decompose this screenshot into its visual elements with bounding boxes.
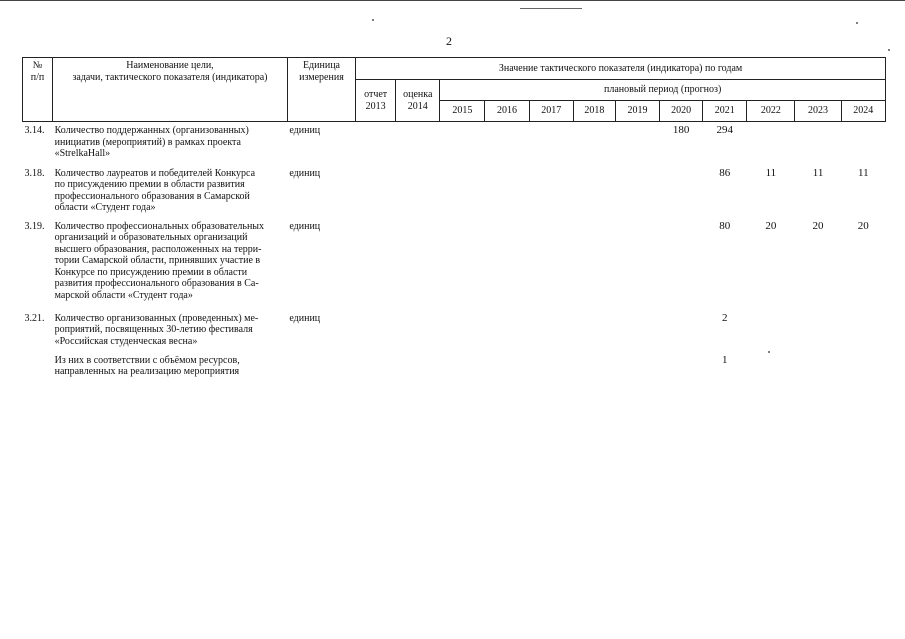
header-unit-text: Единица измерения bbox=[299, 60, 344, 83]
row-value: 20 bbox=[765, 219, 777, 232]
row-number: 3.18. bbox=[24, 167, 45, 179]
row-value bbox=[396, 352, 440, 382]
header-year: 2024 bbox=[841, 101, 885, 122]
row-value bbox=[440, 122, 485, 165]
row-value bbox=[440, 165, 485, 218]
header-year: 2015 bbox=[440, 101, 485, 122]
row-value bbox=[485, 218, 529, 310]
header-report-text: отчет 2013 bbox=[364, 89, 388, 112]
row-value bbox=[795, 352, 841, 382]
row-value bbox=[660, 165, 703, 218]
header-name bbox=[53, 58, 288, 122]
row-value bbox=[485, 165, 529, 218]
row-value bbox=[396, 218, 440, 310]
row-value bbox=[529, 122, 573, 165]
row-value: 11 bbox=[858, 166, 869, 179]
row-value bbox=[841, 122, 885, 165]
table-row bbox=[23, 218, 886, 310]
header-estimate bbox=[396, 80, 440, 122]
row-unit: единиц bbox=[289, 167, 321, 179]
header-num-text: № п/п bbox=[30, 60, 45, 83]
row-value bbox=[747, 352, 795, 382]
row-value bbox=[485, 122, 529, 165]
row-value bbox=[529, 165, 573, 218]
row-unit: единиц bbox=[289, 220, 321, 232]
row-value bbox=[573, 122, 615, 165]
row-value: 20 bbox=[812, 219, 824, 232]
scan-speck bbox=[856, 22, 858, 24]
table-header bbox=[23, 58, 886, 122]
table-body bbox=[23, 122, 886, 382]
row-indicator-name: Количество организованных (проведенных) ме- роприятий, посвященных 30-летию фестиваля «Российская студенческая весна» bbox=[54, 312, 259, 347]
row-value bbox=[615, 218, 659, 310]
row-value: 20 bbox=[857, 219, 869, 232]
indicator-table bbox=[22, 57, 886, 382]
row-value bbox=[356, 218, 396, 310]
row-value bbox=[529, 310, 573, 352]
header-year: 2023 bbox=[795, 101, 841, 122]
row-value bbox=[573, 352, 615, 382]
row-value bbox=[356, 310, 396, 352]
header-num bbox=[23, 58, 53, 122]
row-value bbox=[615, 165, 659, 218]
row-value bbox=[747, 310, 795, 352]
row-value bbox=[660, 218, 703, 310]
row-value bbox=[660, 352, 703, 382]
row-value: 80 bbox=[719, 219, 731, 232]
header-values-group: Значение тактического показателя (индикатора) по годам bbox=[356, 58, 886, 80]
table-row bbox=[23, 165, 886, 218]
header-year: 2022 bbox=[747, 101, 795, 122]
row-value bbox=[841, 310, 885, 352]
header-year: 2020 bbox=[660, 101, 703, 122]
header-report bbox=[356, 80, 396, 122]
header-year: 2018 bbox=[573, 101, 615, 122]
row-unit: единиц bbox=[289, 125, 321, 136]
row-value bbox=[440, 218, 485, 310]
row-value bbox=[440, 352, 485, 382]
table-row bbox=[23, 122, 886, 165]
row-value bbox=[485, 310, 529, 352]
header-year: 2021 bbox=[703, 101, 747, 122]
row-value: 86 bbox=[719, 166, 731, 179]
row-indicator-name: Количество профессиональных образовательных организаций и образовательных организаций высшего образования, расположенных на терри- тории Самарской области, принявших участие в Конкурсе по присуждению премии в области развития профессионального образования в Са- марской области «Студент года» bbox=[54, 220, 265, 301]
header-year: 2017 bbox=[529, 101, 573, 122]
row-value bbox=[356, 165, 396, 218]
header-name-text: Наименование цели, задачи, тактического показателя (индикатора) bbox=[72, 60, 268, 83]
scan-artifact-line bbox=[520, 8, 582, 9]
row-value bbox=[747, 122, 795, 165]
row-value: 180 bbox=[672, 124, 690, 136]
row-value bbox=[615, 310, 659, 352]
row-value: 1 bbox=[721, 353, 728, 366]
row-value: 2 bbox=[721, 311, 728, 324]
row-value: 11 bbox=[812, 166, 824, 179]
row-value bbox=[396, 310, 440, 352]
header-estimate-text: оценка 2014 bbox=[403, 89, 433, 112]
row-value: 294 bbox=[716, 124, 733, 136]
row-value bbox=[573, 310, 615, 352]
header-unit bbox=[287, 58, 355, 122]
table-row bbox=[23, 352, 886, 382]
page-number: 2 bbox=[446, 34, 452, 48]
row-unit: единиц bbox=[289, 312, 321, 324]
row-unit bbox=[287, 352, 355, 382]
row-value bbox=[529, 218, 573, 310]
scan-top-edge bbox=[0, 0, 905, 1]
row-value bbox=[573, 165, 615, 218]
row-value: 11 bbox=[765, 166, 777, 179]
row-number: 3.14. bbox=[24, 125, 45, 136]
header-year: 2019 bbox=[615, 101, 659, 122]
row-value bbox=[396, 122, 440, 165]
row-number: 3.21. bbox=[24, 312, 45, 324]
scan-speck bbox=[888, 49, 890, 51]
row-indicator-name: Количество лауреатов и победителей Конкурса по присуждению премии в области развития профессионального образования в Самарской области «Студент года» bbox=[54, 167, 256, 213]
row-value bbox=[660, 310, 703, 352]
row-value bbox=[615, 352, 659, 382]
row-value bbox=[396, 165, 440, 218]
table-row bbox=[23, 310, 886, 352]
header-year: 2016 bbox=[485, 101, 529, 122]
row-value bbox=[795, 122, 841, 165]
row-value bbox=[356, 122, 396, 165]
row-value bbox=[615, 122, 659, 165]
row-value bbox=[356, 352, 396, 382]
row-indicator-name: Из них в соответствии с объёмом ресурсов, направленных на реализацию мероприятия bbox=[54, 354, 240, 377]
row-value bbox=[841, 352, 885, 382]
row-number: 3.19. bbox=[24, 220, 45, 232]
row-value bbox=[795, 310, 841, 352]
row-value bbox=[440, 310, 485, 352]
row-number bbox=[23, 352, 53, 382]
header-plan-group: плановый период (прогноз) bbox=[440, 80, 886, 101]
row-value bbox=[573, 218, 615, 310]
row-value bbox=[485, 352, 529, 382]
scan-speck bbox=[372, 19, 374, 21]
row-value bbox=[529, 352, 573, 382]
row-indicator-name: Количество поддержанных (организованных) инициатив (мероприятий) в рамках проекта «StrelkaHall» bbox=[54, 125, 249, 159]
